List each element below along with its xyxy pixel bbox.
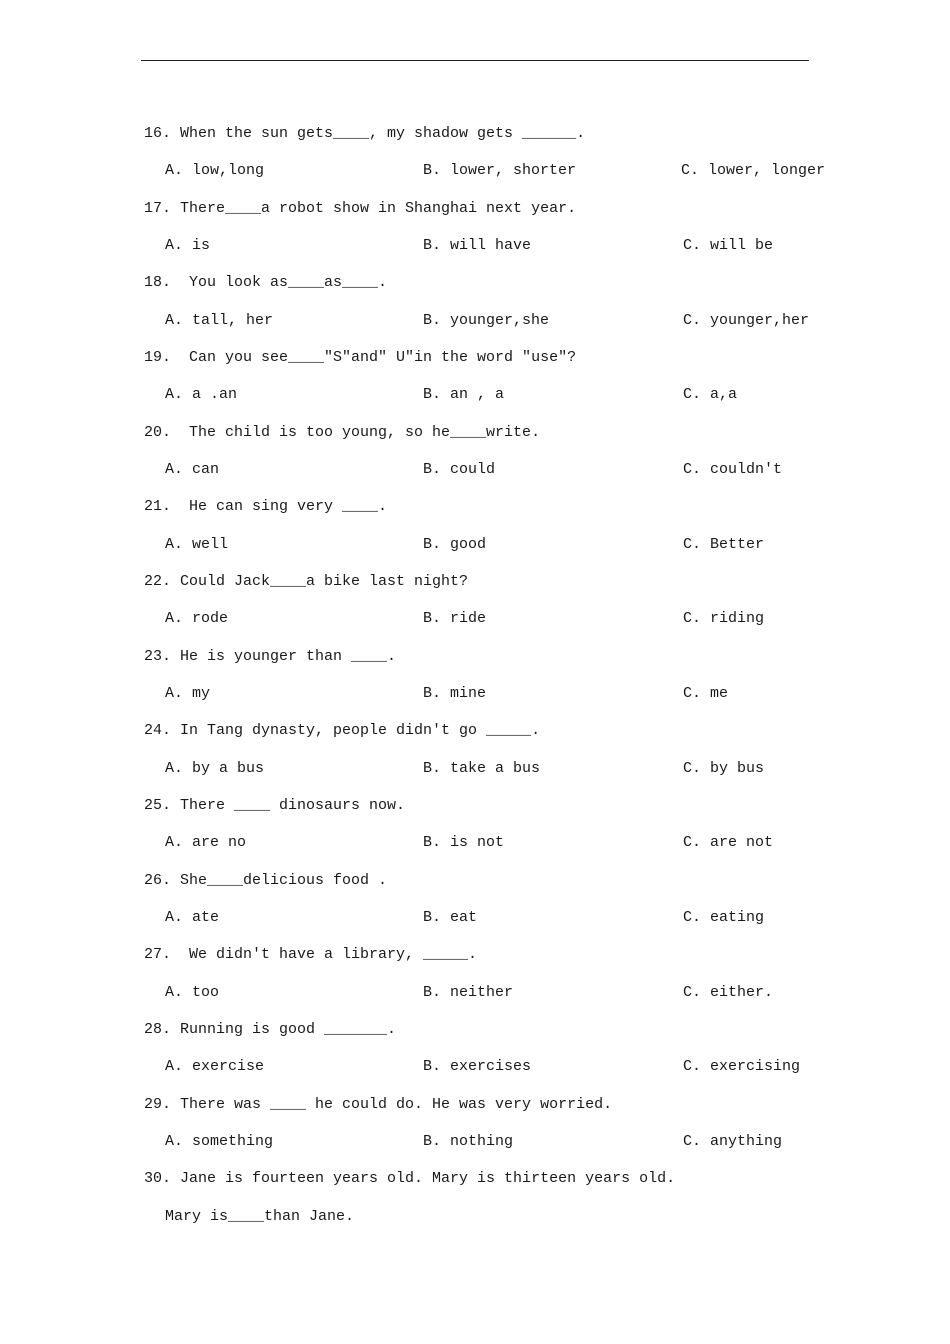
question-16-option-a: A. low,long xyxy=(165,162,265,179)
question-22-option-c: C. riding xyxy=(683,610,765,627)
question-24-option-c: C. by bus xyxy=(683,760,765,777)
question-28-option-b: B. exercises xyxy=(423,1058,532,1075)
question-21-option-b: B. good xyxy=(423,536,487,553)
question-18-option-c: C. younger,her xyxy=(683,312,810,329)
question-17-option-c: C. will be xyxy=(683,237,774,254)
question-16-option-b: B. lower, shorter xyxy=(423,162,577,179)
question-27-option-c: C. either. xyxy=(683,984,774,1001)
question-26-option-c: C. eating xyxy=(683,909,765,926)
question-28-stem: 28. Running is good _______. xyxy=(144,1021,397,1038)
question-28-option-a: A. exercise xyxy=(165,1058,265,1075)
question-21-stem: 21. He can sing very ____. xyxy=(144,498,388,515)
question-17-stem: 17. There____a robot show in Shanghai next year. xyxy=(144,200,577,217)
question-22-option-b: B. ride xyxy=(423,610,487,627)
question-16-stem: 16. When the sun gets____, my shadow gets ______. xyxy=(144,125,586,142)
question-26-option-b: B. eat xyxy=(423,909,478,926)
question-18-stem: 18. You look as____as____. xyxy=(144,274,388,291)
question-29-stem: 29. There was ____ he could do. He was very worried. xyxy=(144,1096,613,1113)
question-22-stem: 22. Could Jack____a bike last night? xyxy=(144,573,469,590)
question-16-option-c: C. lower, longer xyxy=(681,162,826,179)
question-30-stem: 30. Jane is fourteen years old. Mary is thirteen years old. xyxy=(144,1170,676,1187)
header-rule xyxy=(141,60,809,61)
question-17-option-a: A. is xyxy=(165,237,211,254)
question-27-option-b: B. neither xyxy=(423,984,514,1001)
question-26-option-a: A. ate xyxy=(165,909,220,926)
question-29-option-c: C. anything xyxy=(683,1133,783,1150)
question-20-stem: 20. The child is too young, so he____write. xyxy=(144,424,541,441)
question-20-option-b: B. could xyxy=(423,461,496,478)
question-21-option-c: C. Better xyxy=(683,536,765,553)
question-23-stem: 23. He is younger than ____. xyxy=(144,648,397,665)
question-20-option-a: A. can xyxy=(165,461,220,478)
question-28-option-c: C. exercising xyxy=(683,1058,801,1075)
question-29-option-b: B. nothing xyxy=(423,1133,514,1150)
question-23-option-c: C. me xyxy=(683,685,729,702)
question-18-option-a: A. tall, her xyxy=(165,312,274,329)
question-24-option-b: B. take a bus xyxy=(423,760,541,777)
question-23-option-a: A. my xyxy=(165,685,211,702)
question-19-option-c: C. a,a xyxy=(683,386,738,403)
question-21-option-a: A. well xyxy=(165,536,229,553)
question-22-option-a: A. rode xyxy=(165,610,229,627)
question-19-stem: 19. Can you see____"S"and" U"in the word "use"? xyxy=(144,349,577,366)
question-20-option-c: C. couldn't xyxy=(683,461,783,478)
question-23-option-b: B. mine xyxy=(423,685,487,702)
question-17-option-b: B. will have xyxy=(423,237,532,254)
question-25-option-b: B. is not xyxy=(423,834,505,851)
question-25-option-a: A. are no xyxy=(165,834,247,851)
question-24-option-a: A. by a bus xyxy=(165,760,265,777)
question-25-stem: 25. There ____ dinosaurs now. xyxy=(144,797,406,814)
question-29-option-a: A. something xyxy=(165,1133,274,1150)
question-26-stem: 26. She____delicious food . xyxy=(144,872,388,889)
question-27-stem: 27. We didn't have a library, _____. xyxy=(144,946,478,963)
question-18-option-b: B. younger,she xyxy=(423,312,550,329)
question-27-option-a: A. too xyxy=(165,984,220,1001)
question-19-option-b: B. an , a xyxy=(423,386,505,403)
question-25-option-c: C. are not xyxy=(683,834,774,851)
question-19-option-a: A. a .an xyxy=(165,386,238,403)
question-30-continuation: Mary is____than Jane. xyxy=(165,1208,355,1225)
question-24-stem: 24. In Tang dynasty, people didn't go _____. xyxy=(144,722,541,739)
